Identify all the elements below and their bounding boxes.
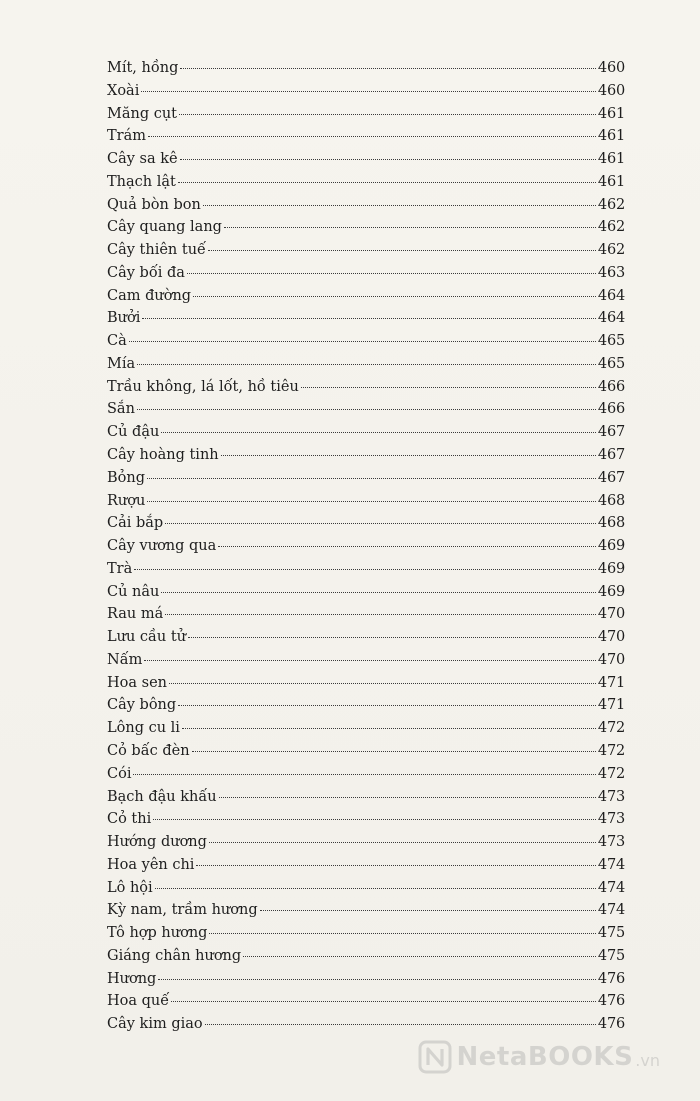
dot-leader — [158, 979, 596, 980]
dot-leader — [224, 227, 596, 228]
toc-entry-title: Cây vương qua — [107, 538, 217, 555]
dot-leader — [144, 660, 596, 661]
toc-entry-page-number: 461 — [597, 128, 625, 145]
dot-leader — [205, 1024, 596, 1025]
toc-entry-page-number: 467 — [597, 424, 625, 441]
toc-entry-title: Lông cu li — [107, 720, 180, 737]
toc-entry — [107, 948, 625, 971]
dot-leader — [134, 569, 596, 570]
toc-entry — [107, 60, 625, 83]
dot-leader — [129, 341, 596, 342]
toc-entry-title: Cải bắp — [107, 515, 164, 532]
toc-entry-title: Cây hoàng tinh — [107, 447, 219, 464]
toc-entry — [107, 310, 625, 333]
toc-entry-page-number: 472 — [597, 765, 625, 782]
toc-entry — [107, 470, 625, 493]
toc-entry — [107, 333, 625, 356]
toc-entry — [107, 743, 625, 766]
dot-leader — [209, 933, 595, 934]
toc-entry-page-number: 475 — [597, 925, 625, 942]
toc-entry-title: Rượu — [107, 492, 146, 509]
toc-entry-title: Hoa quế — [107, 993, 170, 1010]
toc-entry-page-number: 469 — [597, 560, 625, 577]
toc-entry-page-number: 460 — [597, 82, 625, 99]
toc-entry — [107, 584, 625, 607]
dot-leader — [142, 318, 596, 319]
toc-entry-title: Rau má — [107, 606, 164, 623]
dot-leader — [180, 68, 596, 69]
toc-entry-page-number: 462 — [597, 219, 625, 236]
toc-entry-title: Củ đậu — [107, 424, 160, 441]
dot-leader — [141, 91, 596, 92]
toc-entry-page-number: 466 — [597, 378, 625, 395]
toc-entry-title: Bưởi — [107, 310, 141, 327]
toc-entry — [107, 925, 625, 948]
toc-entry — [107, 857, 625, 880]
dot-leader — [147, 501, 596, 502]
dot-leader — [169, 683, 596, 684]
toc-entry-title: Trám — [107, 128, 146, 145]
toc-entry — [107, 766, 625, 789]
toc-entry-page-number: 472 — [597, 742, 625, 759]
toc-entry-title: Mít, hồng — [107, 60, 179, 76]
toc-entry-title: Cỏ bấc đèn — [107, 742, 190, 759]
toc-entry — [107, 151, 625, 174]
dot-leader — [165, 523, 596, 524]
toc-entry-page-number: 474 — [597, 879, 625, 896]
toc-entry — [107, 629, 625, 652]
toc-entry — [107, 356, 625, 379]
dot-leader — [178, 182, 596, 183]
toc-entry — [107, 128, 625, 151]
toc-entry — [107, 265, 625, 288]
toc-entry-page-number: 462 — [597, 196, 625, 213]
dot-leader — [180, 159, 596, 160]
toc-entry-title: Nấm — [107, 651, 143, 668]
dot-leader — [203, 205, 596, 206]
dot-leader — [208, 250, 596, 251]
toc-entry-title: Hoa yên chi — [107, 856, 195, 873]
toc-entry-page-number: 471 — [597, 674, 625, 691]
toc-entry — [107, 561, 625, 584]
toc-entry-page-number: 461 — [597, 151, 625, 168]
toc-entry-page-number: 473 — [597, 834, 625, 851]
toc-entry-title: Lưu cầu tử — [107, 629, 187, 646]
toc-entry — [107, 789, 625, 812]
toc-entry-title: Cây kim giao — [107, 1016, 203, 1033]
toc-entry-page-number: 470 — [597, 629, 625, 646]
toc-entry-page-number: 466 — [597, 401, 625, 418]
toc-entry — [107, 424, 625, 447]
dot-leader — [187, 273, 596, 274]
toc-entry-title: Cây quang lang — [107, 219, 222, 236]
toc-entry-title: Tô hợp hương — [107, 925, 208, 942]
dot-leader — [243, 956, 596, 957]
toc-entry — [107, 197, 625, 220]
toc-entry-title: Mía — [107, 355, 136, 372]
toc-entry-page-number: 467 — [597, 447, 625, 464]
toc-entry — [107, 880, 625, 903]
dot-leader — [147, 478, 596, 479]
watermark-suffix: .vn — [635, 1051, 660, 1070]
toc-entry-title: Giáng chân hương — [107, 947, 242, 964]
toc-entry-page-number: 470 — [597, 606, 625, 623]
toc-entry-title: Cà — [107, 333, 127, 350]
toc-entry — [107, 720, 625, 743]
dot-leader — [188, 637, 596, 638]
toc-entry-page-number: 462 — [597, 242, 625, 259]
toc-entry — [107, 1016, 625, 1039]
toc-entry-page-number: 476 — [597, 970, 625, 987]
toc-entry-page-number: 461 — [597, 105, 625, 122]
toc-entry — [107, 811, 625, 834]
toc-entry-title: Bỏng — [107, 469, 146, 486]
dot-leader — [260, 910, 596, 911]
toc-entry — [107, 83, 625, 106]
toc-entry-title: Lô hội — [107, 879, 153, 896]
toc-entry-page-number: 468 — [597, 515, 625, 532]
toc-entry-page-number: 460 — [597, 60, 625, 76]
toc-entry-page-number: 476 — [597, 1016, 625, 1033]
dot-leader — [301, 387, 596, 388]
dot-leader — [209, 842, 596, 843]
toc-entry-page-number: 469 — [597, 583, 625, 600]
toc-entry-title: Hương — [107, 970, 157, 987]
dot-leader — [182, 728, 596, 729]
toc-entry-page-number: 471 — [597, 697, 625, 714]
toc-entry — [107, 675, 625, 698]
toc-entry-title: Trà — [107, 560, 133, 577]
dot-leader — [193, 296, 596, 297]
watermark — [417, 1039, 660, 1075]
toc-entry-title: Măng cụt — [107, 105, 178, 122]
toc-entry-page-number: 467 — [597, 469, 625, 486]
toc-entry-title: Xoài — [107, 82, 140, 99]
toc-entry-page-number: 472 — [597, 720, 625, 737]
toc-entry-page-number: 474 — [597, 856, 625, 873]
toc-entry-title: Cam đường — [107, 287, 192, 304]
toc-entry — [107, 379, 625, 402]
dot-leader — [153, 819, 596, 820]
toc-entry-page-number: 464 — [597, 287, 625, 304]
toc-entry-title: Củ nâu — [107, 583, 160, 600]
toc-entry — [107, 652, 625, 675]
toc-entry-page-number: 473 — [597, 811, 625, 828]
dot-leader — [137, 409, 596, 410]
toc-entry-page-number: 465 — [597, 355, 625, 372]
toc-entry — [107, 288, 625, 311]
toc-entry-title: Hướng dương — [107, 834, 207, 851]
dot-leader — [178, 705, 596, 706]
toc-entry — [107, 493, 625, 516]
dot-leader — [155, 888, 596, 889]
toc-entry — [107, 993, 625, 1016]
dot-leader — [137, 364, 596, 365]
toc-entry-page-number: 476 — [597, 993, 625, 1010]
toc-entry — [107, 174, 625, 197]
toc-entry — [107, 971, 625, 994]
toc-entry — [107, 219, 625, 242]
neta-books-logo-icon — [417, 1039, 453, 1075]
toc-entry — [107, 106, 625, 129]
toc-entry-title: Bạch đậu khấu — [107, 788, 217, 805]
toc-entry-title: Cói — [107, 765, 132, 782]
dot-leader — [196, 865, 595, 866]
toc-entry — [107, 697, 625, 720]
toc-entry-page-number: 474 — [597, 902, 625, 919]
dot-leader — [165, 614, 596, 615]
toc-entry-page-number: 465 — [597, 333, 625, 350]
toc-entry — [107, 834, 625, 857]
toc-entry-title: Trầu không, lá lốt, hồ tiêu — [107, 378, 299, 395]
dot-leader — [161, 592, 596, 593]
toc-entry-title: Cây thiên tuế — [107, 242, 206, 259]
dot-leader — [179, 114, 596, 115]
toc-entry — [107, 401, 625, 424]
dot-leader — [161, 432, 596, 433]
toc-entry-page-number: 473 — [597, 788, 625, 805]
toc-entry-page-number: 463 — [597, 264, 625, 281]
dot-leader — [133, 774, 595, 775]
table-of-contents — [107, 60, 625, 1039]
dot-leader — [148, 136, 596, 137]
toc-entry-page-number: 470 — [597, 651, 625, 668]
toc-entry-page-number: 464 — [597, 310, 625, 327]
toc-entry-title: Cỏ thi — [107, 811, 152, 828]
toc-entry — [107, 606, 625, 629]
toc-entry-page-number: 461 — [597, 173, 625, 190]
toc-entry — [107, 538, 625, 561]
toc-entry — [107, 447, 625, 470]
dot-leader — [171, 1001, 596, 1002]
dot-leader — [218, 546, 596, 547]
watermark-brand: NetaBOOKS — [456, 1042, 634, 1072]
dot-leader — [221, 455, 596, 456]
toc-entry-title: Kỳ nam, trầm hương — [107, 902, 258, 919]
toc-entry-title: Sắn — [107, 401, 135, 418]
dot-leader — [192, 751, 596, 752]
toc-entry-title: Cây bông — [107, 697, 177, 714]
toc-entry-page-number: 468 — [597, 492, 625, 509]
toc-entry-title: Quả bòn bon — [107, 196, 201, 213]
toc-entry-title: Cây bối đa — [107, 264, 185, 281]
toc-entry-title: Thạch lật — [107, 173, 176, 190]
toc-entry-title: Hoa sen — [107, 674, 167, 691]
toc-entry — [107, 515, 625, 538]
dot-leader — [219, 797, 596, 798]
toc-entry-title: Cây sa kê — [107, 151, 178, 168]
toc-entry — [107, 242, 625, 265]
toc-entry-page-number: 475 — [597, 947, 625, 964]
toc-entry — [107, 902, 625, 925]
toc-entry-page-number: 469 — [597, 538, 625, 555]
